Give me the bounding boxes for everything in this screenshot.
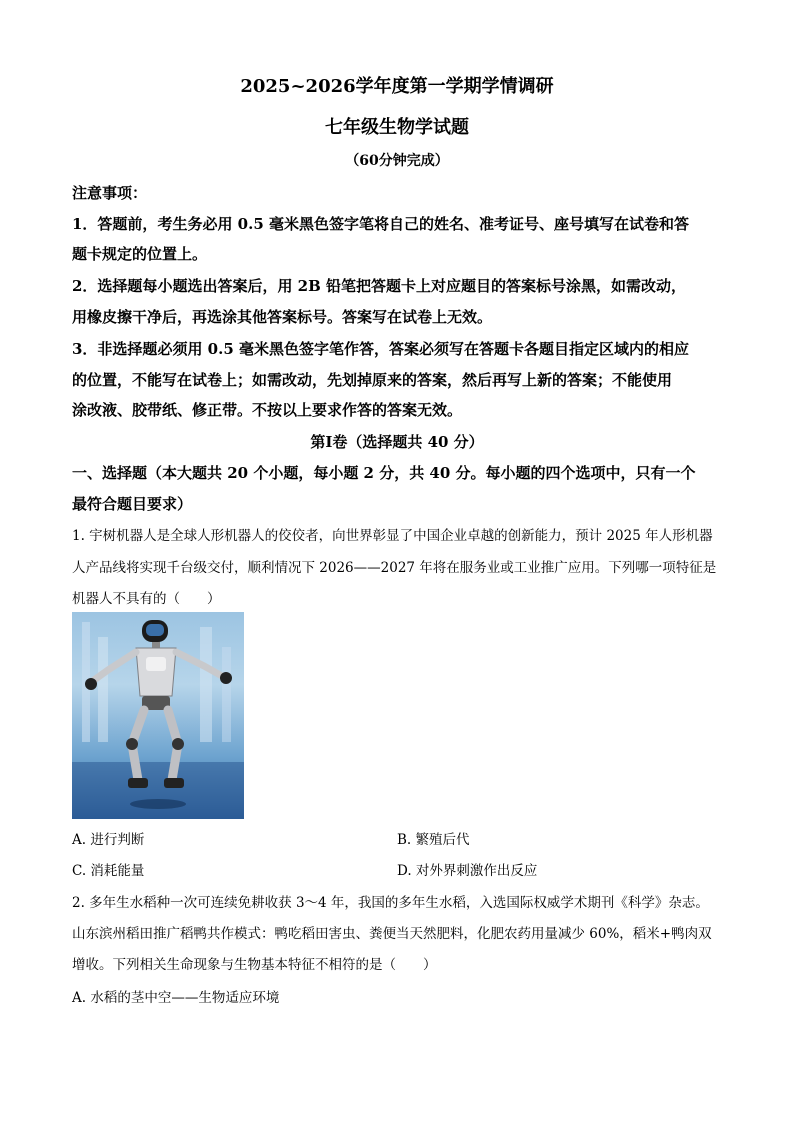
question-1-text: 机器人不具有的（ ）	[72, 591, 221, 607]
question-1-option-b: B. 繁殖后代	[397, 832, 470, 848]
notes-line: 题卡规定的位置上。	[72, 245, 208, 263]
subject-title: 七年级生物学试题	[325, 117, 469, 138]
notes-line: 的位置，不能写在试卷上；如需改动，先划掉原来的答案，然后再写上新的答案；不能使用	[72, 371, 673, 389]
question-1-text: 1. 宇树机器人是全球人形机器人的佼佼者，向世界彰显了中国企业卓越的创新能力，预计 2025 年人形机器	[72, 528, 713, 544]
question-1-text: 人产品线将实现千台级交付，顺利情况下 2026——2027 年将在服务业或工业推广应用。下列哪一项特征是	[72, 560, 717, 576]
notes-line: 涂改液、胶带纸、修正带。不按以上要求作答的答案无效。	[72, 401, 463, 419]
notes-line: 用橡皮擦干净后，再选涂其他答案标号。答案写在试卷上无效。	[72, 308, 493, 326]
question-2-text: 2. 多年生水稻种一次可连续免耕收获 3～4 年，我国的多年生水稻，入选国际权威学术期刊《科学》杂志。	[72, 895, 709, 911]
section-instruction: 一、选择题（本大题共 20 个小题，每小题 2 分，共 40 分。每小题的四个选项中，只有一个	[72, 464, 696, 482]
question-1-option-d: D. 对外界刺激作出反应	[397, 863, 538, 879]
notes-line: 1．答题前，考生务必用 0.5 毫米黑色签字笔将自己的姓名、准考证号、座号填写在试卷和答	[72, 215, 689, 233]
question-2-text: 山东滨州稻田推广稻鸭共作模式：鸭吃稻田害虫、粪便当天然肥料，化肥农药用量减少 60%，稻米+鸭肉双	[72, 926, 712, 942]
section-title: 第Ⅰ卷（选择题共 40 分）	[310, 433, 484, 451]
duration-note: （60分钟完成）	[345, 153, 449, 169]
robot-illustration	[72, 612, 244, 819]
question-1-option-c: C. 消耗能量	[72, 863, 145, 879]
exam-title: 2025~2026学年度第一学期学情调研	[240, 76, 554, 97]
section-instruction: 最符合题目要求）	[72, 495, 193, 513]
humanoid-robot-photo	[72, 612, 244, 819]
notes-line: 2．选择题每小题选出答案后，用 2B 铅笔把答题卡上对应题目的答案标号涂黑，如需改动，	[72, 277, 687, 295]
question-2-text: 增收。下列相关生命现象与生物基本特征不相符的是（ ）	[72, 957, 437, 973]
question-2-option-a: A. 水稻的茎中空——生物适应环境	[72, 990, 280, 1006]
notes-heading: 注意事项：	[72, 184, 148, 202]
notes-line: 3．非选择题必须用 0.5 毫米黑色签字笔作答，答案必须写在答题卡各题目指定区域内的相应	[72, 340, 689, 358]
question-1-option-a: A. 进行判断	[72, 832, 145, 848]
